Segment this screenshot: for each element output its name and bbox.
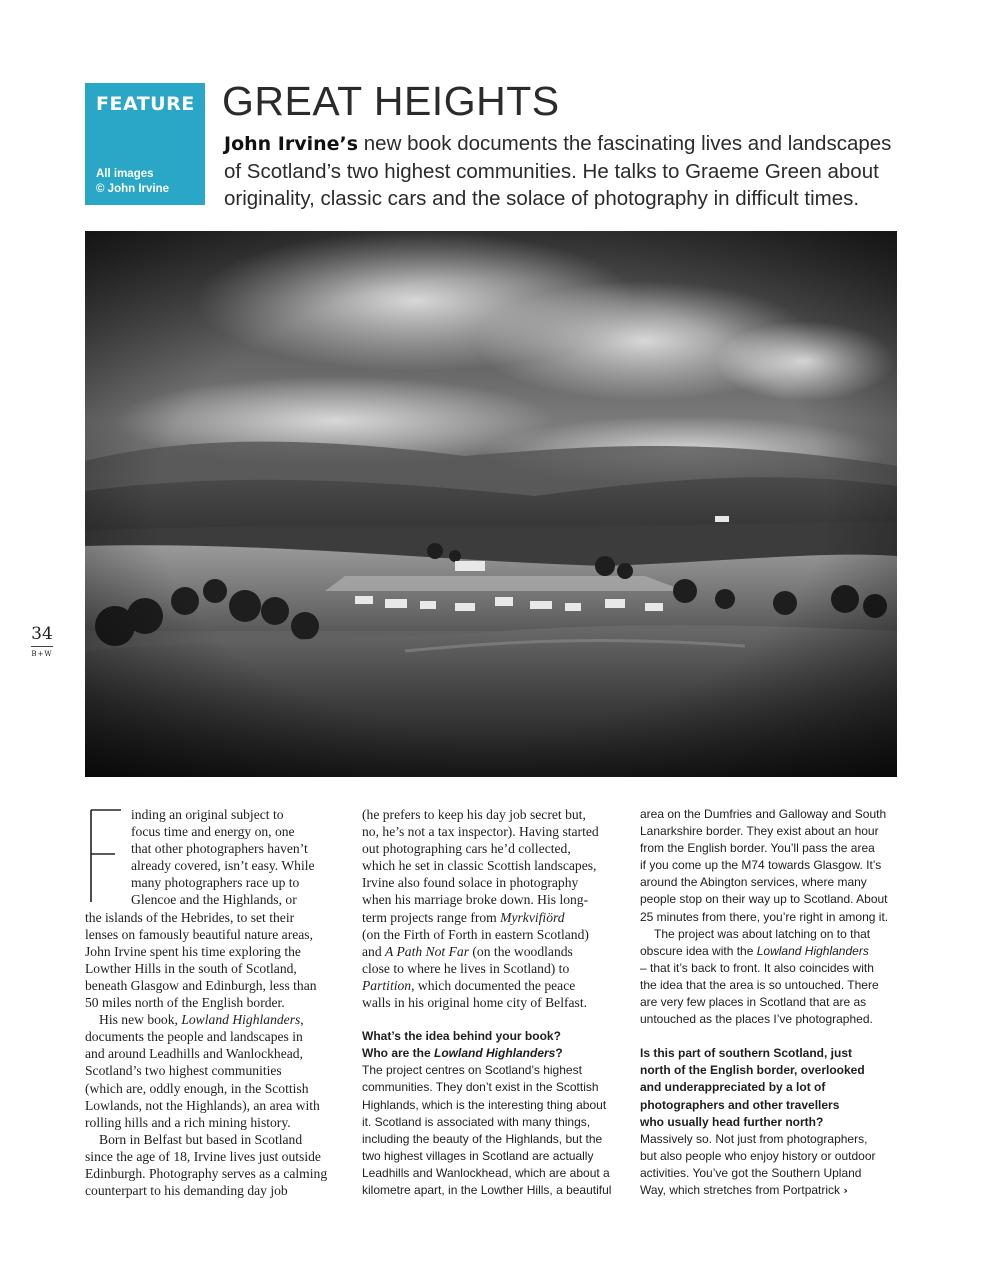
paragraph-gap [362, 1011, 622, 1028]
interview-answer-text: Way, which stretches from Portpatrick [640, 1182, 841, 1197]
standfirst [224, 130, 914, 212]
interview-question: What’s the idea behind your book? [362, 1029, 561, 1044]
interview-answer: from the English border. You’ll pass the area [640, 841, 875, 856]
body-column-1 [85, 806, 328, 1199]
paragraph-gap [640, 1028, 900, 1045]
col2-line: (he prefers to keep his day job secret but, [362, 807, 586, 822]
interview-question: Who are the Lowland Highlanders? [362, 1046, 563, 1061]
col1-line: that other photographers haven’t [131, 841, 308, 857]
col1-line: John Irvine spent his time exploring the [85, 943, 301, 959]
col1-line: inding an original subject to [131, 807, 284, 822]
interview-question: north of the English border, overlooked [640, 1063, 865, 1078]
col2-line: and A Path Not Far (on the woodlands [362, 943, 573, 959]
interview-answer: if you come up the M74 towards Glasgow. It’s [640, 858, 882, 873]
interview-answer: Highlands, which is the interesting thing about [362, 1097, 607, 1112]
col1-line: beneath Glasgow and Edinburgh, less than [85, 977, 317, 993]
col2-line: when his marriage broke down. His long- [362, 892, 589, 908]
standfirst-line-3: originality, classic cars and the solace of photography in difficult times. [224, 187, 860, 210]
landscape-photo [85, 231, 897, 777]
standfirst-line-1-rest: new book documents the fascinating lives and landscapes [358, 132, 892, 155]
interview-answer: around the Abington services, where many [640, 875, 867, 890]
col2-line: walls in his original home city of Belfast. [362, 995, 588, 1011]
col2-line: no, he’s not a tax inspector). Having started [362, 824, 599, 840]
col1-line: Glencoe and the Highlands, or [131, 892, 297, 908]
folio-rule [31, 646, 53, 647]
magazine-mark: B+W [31, 650, 53, 658]
interview-answer: Leadhills and Wanlockhead, which are about a [362, 1165, 610, 1180]
standfirst-line-1 [224, 130, 914, 158]
interview-answer: kilometre apart, in the Lowther Hills, a beautiful [362, 1182, 612, 1197]
interview-question: Is this part of southern Scotland, just [640, 1046, 853, 1061]
interview-answer: are very few places in Scotland that are as [640, 995, 867, 1010]
col1-line: 50 miles north of the English border. [85, 995, 285, 1011]
feature-box [85, 83, 205, 205]
interview-answer: including the beauty of the Highlands, but the [362, 1131, 603, 1146]
col1-line: since the age of 18, Irvine lives just outside [85, 1148, 321, 1164]
body-column-3 [640, 806, 900, 1199]
interview-answer: Massively so. Not just from photographers, [640, 1131, 868, 1146]
body-column-2 [362, 806, 622, 1199]
landscape-photo-image [85, 231, 897, 777]
interview-answer: people stop on their way up to Scotland. About [640, 892, 888, 907]
interview-answer: area on the Dumfries and Galloway and South [640, 807, 887, 821]
col2-line: which he set in classic Scottish landscapes, [362, 858, 597, 874]
col1-line: many photographers race up to [131, 875, 300, 891]
photographer-name: John Irvine’s [224, 133, 359, 155]
col2-line: Partition, which documented the peace [362, 977, 576, 993]
interview-answer-last [640, 1182, 900, 1199]
col2-line: Irvine also found solace in photography [362, 875, 579, 891]
feature-label: FEATURE [96, 93, 195, 115]
interview-answer: – that it’s back to front. It also coincides with [640, 960, 874, 975]
interview-answer: two highest villages in Scotland are actually [362, 1148, 594, 1163]
image-credit [96, 167, 201, 197]
interview-answer: Lanarkshire border. They exist about an hour [640, 824, 879, 839]
interview-answer: communities. They don’t exist in the Scottish [362, 1080, 599, 1095]
col1-line: (which are, oddly enough, in the Scottish [85, 1080, 309, 1096]
col1-line: and around Leadhills and Wanlockhead, [85, 1046, 303, 1062]
interview-question: photographers and other travellers [640, 1097, 840, 1112]
dropcap-letter [85, 808, 125, 904]
col1-line: Born in Belfast but based in Scotland [99, 1131, 303, 1147]
col2-line: term projects range from Myrkvifiörd [362, 909, 565, 925]
interview-answer: The project centres on Scotland’s highest [362, 1063, 582, 1078]
col1-line: documents the people and landscapes in [85, 1029, 303, 1045]
credit-line-1: All images [96, 168, 154, 180]
col1-line: focus time and energy on, one [131, 824, 295, 840]
col1-line: Lowlands, not the Highlands), an area with [85, 1097, 320, 1113]
interview-question: who usually head further north? [640, 1114, 824, 1129]
col1-line: counterpart to his demanding day job [85, 1183, 288, 1199]
col1-line: Lowther Hills in the south of Scotland, [85, 960, 297, 976]
page-number: 34 [31, 624, 53, 644]
col1-line: Edinburgh. Photography serves as a calming [85, 1165, 328, 1181]
interview-answer: The project was about latching on to that [654, 926, 871, 941]
interview-answer: it. Scotland is associated with many things, [362, 1114, 591, 1129]
col1-line: rolling hills and a rich mining history. [85, 1114, 291, 1130]
col2-line: out photographing cars he’d collected, [362, 841, 571, 857]
col1-line: lenses on famously beautiful nature areas, [85, 926, 313, 942]
continue-arrow-icon: › [843, 1183, 848, 1197]
interview-answer: activities. You’ve got the Southern Upland [640, 1165, 862, 1180]
interview-answer: but also people who enjoy history or outdoor [640, 1148, 876, 1163]
interview-answer: 25 minutes from there, you’re right in among it. [640, 909, 889, 924]
credit-line-2: © John Irvine [96, 183, 170, 195]
standfirst-line-2: of Scotland’s two highest communities. He talks to Graeme Green about [224, 160, 879, 183]
page-folio [28, 624, 56, 658]
col1-line: already covered, isn’t easy. While [131, 858, 315, 874]
col1-line: His new book, Lowland Highlanders, [99, 1012, 304, 1028]
article-title: GREAT HEIGHTS [222, 78, 560, 124]
col2-line: close to where he lives in Scotland) to [362, 960, 570, 976]
interview-question: and underappreciated by a lot of [640, 1080, 826, 1095]
interview-answer: untouched as the places I’ve photographed. [640, 1012, 873, 1027]
col1-line: the islands of the Hebrides, to set their [85, 909, 295, 925]
interview-answer: obscure idea with the Lowland Highlanders [640, 943, 869, 958]
interview-answer: the idea that the area is so untouched. There [640, 977, 879, 992]
col1-line: Scotland’s two highest communities [85, 1063, 282, 1079]
col2-line: (on the Firth of Forth in eastern Scotland) [362, 926, 589, 942]
